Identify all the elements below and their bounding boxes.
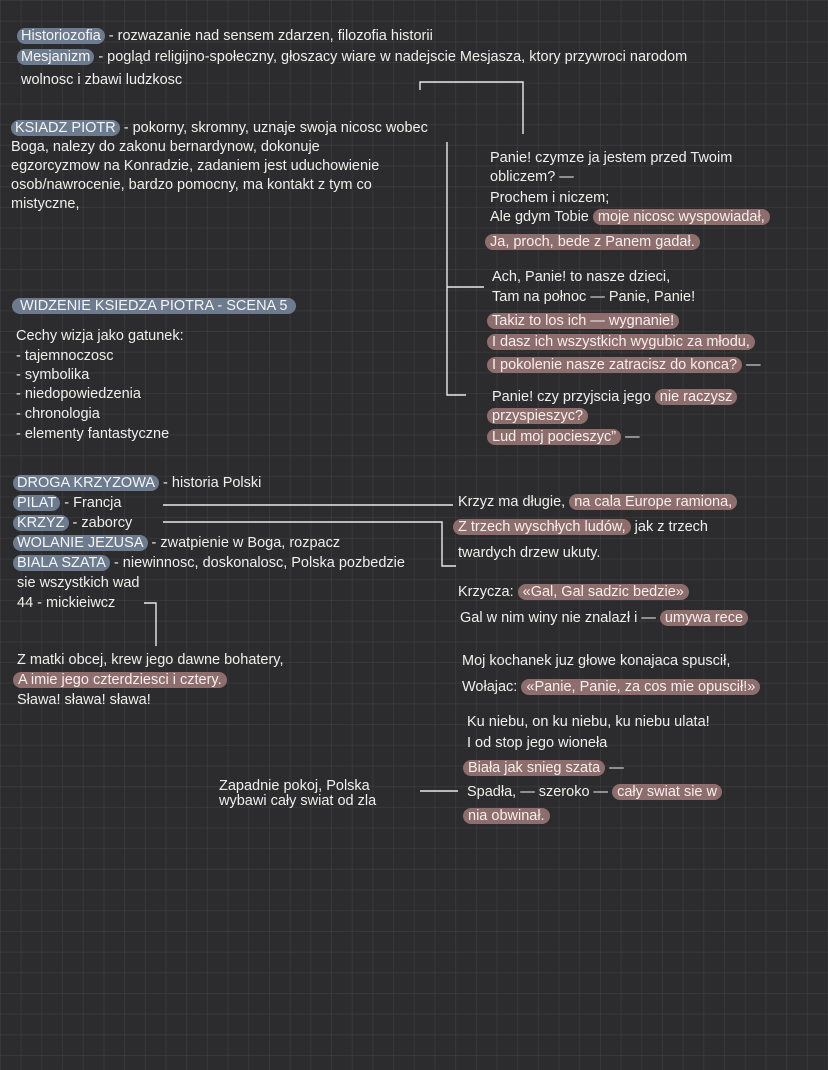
quote8-line: Z matki obcej, krew jego dawne bohatery,	[17, 652, 284, 668]
quote4-line: Z trzech wyschłych ludów, jak z trzech	[453, 517, 708, 537]
quote-highlight: Z trzech wyschłych ludów,	[453, 519, 631, 535]
quote5-line: Gal w nim winy nie znalazł i — umywa rece	[460, 608, 748, 628]
quote8-line: Sława! sława! sława!	[17, 692, 151, 708]
quote1-line: Prochem i niczem;	[490, 190, 610, 206]
quote-highlight: I dasz ich wszystkich wygubic za młodu,	[487, 334, 755, 350]
quote-highlight: «Panie, Panie, za cos mie opuscił!»	[521, 679, 760, 695]
quote-highlight: cały swiat sie w	[612, 784, 722, 800]
quote-highlight: przyspieszyc?	[487, 408, 588, 424]
widzenie-item: - chronologia	[16, 406, 100, 422]
quote-highlight: I pokolenie nasze zatracisz do konca?	[487, 357, 742, 373]
widzenie-item: - elementy fantastyczne	[16, 426, 170, 442]
connector-44	[144, 603, 156, 646]
quote3-line: Panie! czy przyjscia jego nie raczysz	[492, 387, 737, 407]
quote5-line: Krzycza: «Gal, Gal sadzic bedzie»	[458, 582, 689, 602]
widzenie-title	[12, 296, 296, 316]
ksiadz-line-3: egzorcyzmow na Konradzie, zadaniem jest uduchowienie	[11, 158, 380, 174]
widzenie-intro: Cechy wizja jako gatunek:	[16, 328, 184, 344]
quote6-line: Wołajac: «Panie, Panie, za cos mie opuscił!»	[462, 677, 760, 697]
quote1-line: Ale gdym Tobie moje nicosc wyspowiadał,	[490, 207, 770, 227]
droga-line: sie wszystkich wad	[17, 575, 140, 591]
zapadnie-line: Zapadnie pokoj, Polska	[219, 778, 370, 794]
quote7-line: Spadła, — szeroko — cały swiat sie w	[467, 782, 722, 802]
term-highlight: BIALA SZATA	[13, 555, 110, 571]
droga-line: PILAT - Francja	[13, 493, 121, 513]
droga-line: BIALA SZATA - niewinnosc, doskonalosc, Polska pozbedzie	[13, 553, 405, 573]
term-highlight: PILAT	[13, 495, 60, 511]
term-highlight: KSIADZ PIOTR	[11, 120, 120, 136]
quote-highlight: moje nicosc wyspowiadał,	[593, 209, 770, 225]
quote2-line: Ach, Panie! to nasze dzieci,	[492, 269, 671, 285]
quote-highlight: umywa rece	[660, 610, 748, 626]
quote3-line	[487, 406, 588, 426]
quote7-line: Ku niebu, on ku niebu, ku niebu ulata!	[467, 714, 710, 730]
term-highlight: Historiozofia	[17, 28, 105, 44]
definition-mesjanizm-cont: wolnosc i zbawi ludzkosc	[21, 72, 183, 88]
quote-highlight: nie raczysz	[655, 389, 738, 405]
zapadnie-line: wybawi cały swiat od zla	[219, 793, 377, 809]
quote-highlight: na cala Europe ramiona,	[569, 494, 737, 510]
quote7-line	[463, 806, 550, 826]
ksiadz-line-5: mistyczne,	[11, 196, 80, 212]
quote2-line: Tam na połnoc — Panie, Panie!	[492, 289, 696, 305]
quote4-line: twardych drzew ukuty.	[458, 545, 601, 561]
quote-highlight: nia obwinał.	[463, 808, 550, 824]
quote6-line: Moj kochanek juz głowe konajaca spuscił,	[462, 653, 731, 669]
quote-highlight: Lud moj pocieszyc”	[487, 429, 621, 445]
term-highlight: WOLANIE JEZUSA	[13, 535, 148, 551]
definition-mesjanizm: Mesjanizm - pogląd religijno-społeczny, głoszacy wiare w nadejscie Mesjasza, ktory przywroci narodom	[17, 47, 687, 67]
quote2-line: I pokolenie nasze zatracisz do konca? —	[487, 355, 761, 375]
definition-historiozofia: Historiozofia - rozwazanie nad sensem zdarzen, filozofia historii	[17, 26, 433, 46]
quote2-line	[487, 332, 755, 352]
quote-highlight: A imie jego czterdziesci i cztery.	[13, 672, 227, 688]
connector-ksiadz-bracket	[447, 142, 466, 395]
quote-highlight: Ja, proch, bede z Panem gadał.	[485, 234, 700, 250]
quote-highlight: Takiz to los ich — wygnanie!	[487, 313, 679, 329]
quote1-line	[485, 232, 700, 252]
quote1-line: Panie! czymze ja jestem przed Twoim	[490, 150, 733, 166]
term-highlight: DROGA KRZYZOWA	[13, 475, 159, 491]
quote3-line: Lud moj pocieszyc” —	[487, 427, 640, 447]
quote7-line: I od stop jego wioneła	[467, 735, 608, 751]
droga-line: KRZYZ - zaborcy	[13, 513, 132, 533]
title-highlight: WIDZENIE KSIEDZA PIOTRA - SCENA 5	[12, 298, 296, 314]
term-highlight: Mesjanizm	[17, 49, 94, 65]
widzenie-item: - niedopowiedzenia	[16, 386, 141, 402]
term-highlight: KRZYZ	[13, 515, 69, 531]
droga-line: DROGA KRZYZOWA - historia Polski	[13, 473, 261, 493]
ksiadz-line-4: osob/nawrocenie, bardzo pomocny, ma kontakt z tym co	[11, 177, 372, 193]
ksiadz-line-1: KSIADZ PIOTR - pokorny, skromny, uznaje swoja nicosc wobec	[11, 118, 428, 138]
quote-highlight: «Gal, Gal sadzic bedzie»	[518, 584, 689, 600]
quote7-line: Biała jak snieg szata —	[463, 758, 624, 778]
widzenie-item: - symbolika	[16, 367, 90, 383]
quote4-line: Krzyz ma długie, na cala Europe ramiona,	[458, 492, 737, 512]
widzenie-item: - tajemnoczosc	[16, 348, 114, 364]
ksiadz-line-2: Boga, nalezy do zakonu bernardynow, dokonuje	[11, 139, 320, 155]
quote1-line: obliczem? —	[490, 169, 574, 185]
droga-line: 44 - mickieiwcz	[17, 595, 116, 611]
connector-mesjanizm	[420, 82, 523, 134]
droga-line: WOLANIE JEZUSA - zwatpienie w Boga, rozpacz	[13, 533, 340, 553]
quote8-line	[13, 670, 227, 690]
quote-highlight: Biała jak snieg szata	[463, 760, 605, 776]
quote2-line	[487, 311, 679, 331]
